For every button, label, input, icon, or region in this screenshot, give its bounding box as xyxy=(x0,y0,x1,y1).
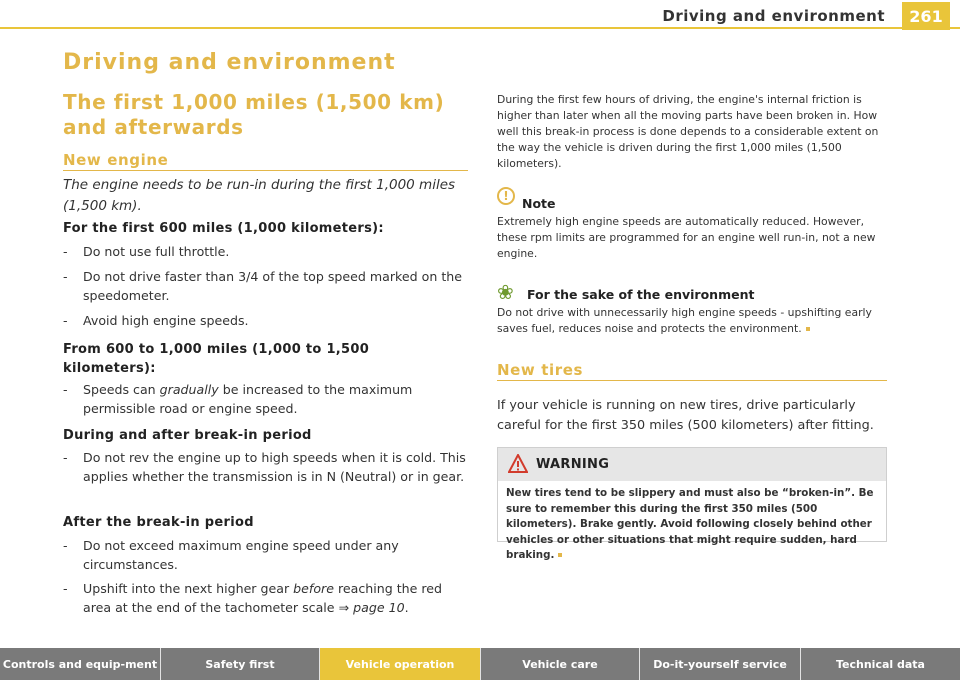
list-item: - Do not drive faster than 3/4 of the top speed marked on the speedometer. xyxy=(63,269,462,303)
list-item: - Do not use full throttle. xyxy=(63,244,230,259)
break-in-paragraph: During the first few hours of driving, the engine's internal friction is higher than later when all the moving parts have been broken in. How well this break-in process is done depends to a considerable extent on the way the vehicle is driven during the first 1,000 miles (1,500 kilometers). xyxy=(497,93,879,170)
group4-heading: After the break-in period xyxy=(63,515,254,530)
footer-tab-technical-data[interactable]: Technical data xyxy=(801,648,960,680)
warning-label: WARNING xyxy=(536,457,610,472)
note-title: Note xyxy=(522,196,556,211)
warning-box xyxy=(497,447,887,561)
group2-heading: From 600 to 1,000 miles (1,000 to 1,500 kilometers): xyxy=(63,342,370,376)
list-item: - Speeds can gradually be increased to the maximum permissible road or engine speed. xyxy=(63,382,413,416)
end-marker-icon xyxy=(558,553,562,557)
environment-icon: ❀ xyxy=(497,280,514,304)
warning-header xyxy=(498,448,886,481)
list-item: - Do not rev the engine up to high speeds when it is cold. This applies whether the transmission is in N (Neutral) or in gear. xyxy=(63,450,466,484)
header-rule xyxy=(0,27,960,29)
footer-tab-vehicle-care[interactable]: Vehicle care xyxy=(481,648,639,680)
list-item: - Upshift into the next higher gear before reaching the red area at the end of the tachometer scale ⇒ page 10. xyxy=(63,581,443,615)
group1-heading: For the first 600 miles (1,000 kilometers): xyxy=(63,221,384,236)
footer-tab-vehicle-operation[interactable]: Vehicle operation xyxy=(320,648,480,680)
page-reference-link[interactable]: ⇒ page 10 xyxy=(338,600,405,615)
subsection-rule xyxy=(497,380,887,381)
note-text: Extremely high engine speeds are automatically reduced. However, these rpm limits are programmed for an engine well run-in, not a new engine. xyxy=(497,215,876,260)
group3-heading: During and after break-in period xyxy=(63,428,312,443)
subsection-title-new-tires: New tires xyxy=(497,361,584,379)
running-header: Driving and environment xyxy=(662,7,885,25)
list-item: - Do not exceed maximum engine speed under any circumstances. xyxy=(63,538,399,572)
subsection-rule xyxy=(63,170,468,171)
end-marker-icon xyxy=(806,327,810,331)
chapter-title: Driving and environment xyxy=(63,50,396,75)
intro-text: The engine needs to be run-in during the first 1,000 miles (1,500 km). xyxy=(63,177,456,214)
footer-tab-safety[interactable]: Safety first xyxy=(161,648,319,680)
footer-tab-controls[interactable]: Controls and equip-ment xyxy=(0,648,160,680)
section-title: The first 1,000 miles (1,500 km) and afterwards xyxy=(63,90,445,139)
page-number: 261 xyxy=(902,2,950,30)
list-item: - Avoid high engine speeds. xyxy=(63,313,249,328)
warning-text: New tires tend to be slippery and must also be “broken-in”. Be sure to remember this during the first 350 miles (500 kilometers). Brake gently. Avoid following closely behind other vehicles or other situations that might require sudden, hard braking. xyxy=(506,487,874,561)
warning-triangle-icon xyxy=(508,454,528,474)
footer-tab-diy-service[interactable]: Do-it-yourself service xyxy=(640,648,800,680)
tires-text: If your vehicle is running on new tires, drive particularly careful for the first 350 miles (500 kilometers) after fitting. xyxy=(497,398,874,433)
note-icon: ! xyxy=(497,187,515,205)
environment-title: For the sake of the environment xyxy=(527,287,755,302)
environment-text: Do not drive with unnecessarily high engine speeds - upshifting early saves fuel, reduces noise and protects the environment. xyxy=(497,306,872,335)
subsection-title-new-engine: New engine xyxy=(63,151,169,169)
